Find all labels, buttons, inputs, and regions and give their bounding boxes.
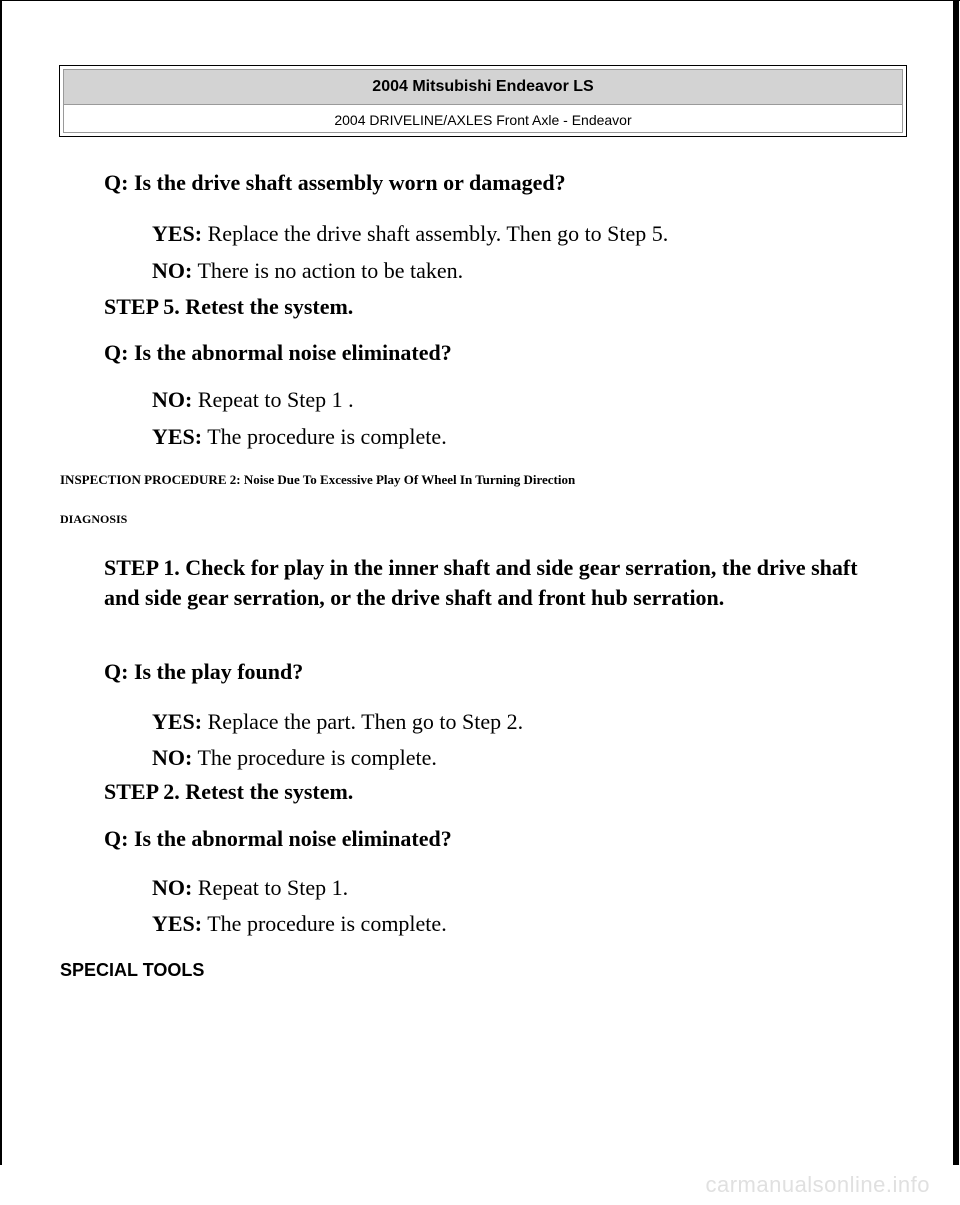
page-border-right [953, 0, 959, 1165]
question-worn: Q: Is the drive shaft assembly worn or damaged? [104, 170, 566, 195]
question-noise-2: Q: Is the abnormal noise eliminated? [104, 826, 452, 851]
answer-text: The procedure is complete. [197, 745, 437, 770]
answer-label: NO: [152, 745, 193, 770]
answer-text: The procedure is complete. [207, 911, 447, 936]
answer-label: YES: [152, 911, 203, 936]
step-1-heading: STEP 1. Check for play in the inner shaft and side gear serration, the drive shaft and side gear serration, or the drive shaft and front hub serration. [104, 555, 858, 610]
special-tools-heading: SPECIAL TOOLS [60, 960, 205, 980]
answer-label: YES: [152, 424, 203, 449]
footer-watermark: carmanualsonline.info [705, 1172, 930, 1197]
step-5-heading: STEP 5. Retest the system. [104, 294, 354, 319]
question-play: Q: Is the play found? [104, 659, 304, 684]
answer-no-1 [152, 258, 463, 284]
diagnosis-label: DIAGNOSIS [60, 512, 128, 526]
answer-no-2 [152, 387, 354, 413]
answer-text: There is no action to be taken. [197, 258, 464, 283]
inspection-procedure-2-title: INSPECTION PROCEDURE 2: Noise Due To Excessive Play Of Wheel In Turning Direction [60, 472, 576, 487]
answer-text: Repeat to Step 1. [197, 875, 349, 900]
page-border-top [0, 0, 960, 1]
document-header [59, 65, 907, 137]
answer-label: YES: [152, 221, 203, 246]
answer-yes-4 [152, 911, 447, 937]
header-title: 2004 Mitsubishi Endeavor LS [64, 70, 902, 105]
question-noise-1: Q: Is the abnormal noise eliminated? [104, 340, 452, 365]
answer-text: Replace the drive shaft assembly. Then go to Step 5. [207, 221, 669, 246]
answer-yes-2 [152, 424, 447, 450]
answer-no-3 [152, 745, 437, 771]
answer-text: Replace the part. Then go to Step 2. [207, 709, 524, 734]
answer-no-4 [152, 875, 348, 901]
answer-label: NO: [152, 875, 193, 900]
answer-text: The procedure is complete. [207, 424, 447, 449]
answer-text: Repeat to Step 1 . [197, 387, 354, 412]
answer-label: NO: [152, 387, 193, 412]
header-subtitle: 2004 DRIVELINE/AXLES Front Axle - Endeavor [334, 112, 632, 128]
step-2-heading: STEP 2. Retest the system. [104, 779, 354, 804]
page-border-left [0, 0, 2, 1165]
answer-label: YES: [152, 709, 203, 734]
answer-label: NO: [152, 258, 193, 283]
answer-yes-1 [152, 221, 668, 247]
answer-yes-3 [152, 709, 523, 735]
